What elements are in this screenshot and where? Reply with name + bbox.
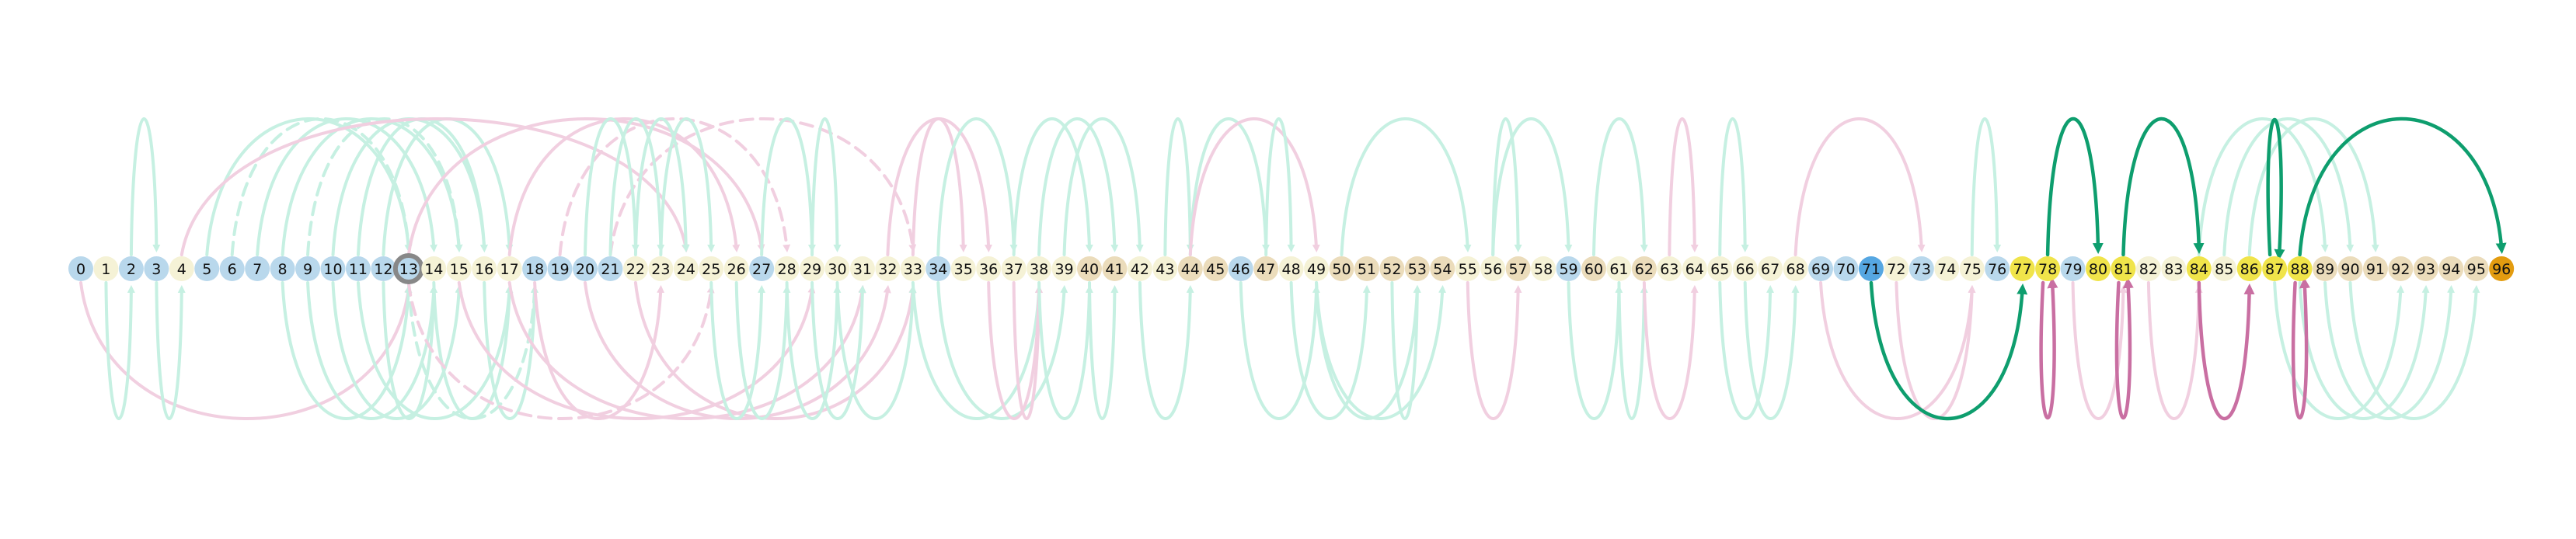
node-25[interactable]: [699, 256, 723, 281]
node-39[interactable]: [1052, 256, 1077, 281]
node-73-label: 73: [1912, 261, 1931, 278]
node-20-label: 20: [575, 261, 595, 278]
node-19[interactable]: [548, 256, 573, 281]
node-77-label: 77: [2013, 261, 2032, 278]
node-92[interactable]: [2388, 256, 2413, 281]
arc-78-to-78: [2041, 283, 2055, 418]
node-90[interactable]: [2338, 256, 2363, 281]
node-80[interactable]: [2086, 256, 2111, 281]
node-24-label: 24: [676, 261, 695, 278]
node-37[interactable]: [1002, 256, 1027, 281]
node-65[interactable]: [1707, 256, 1732, 281]
node-68[interactable]: [1783, 256, 1808, 281]
node-24[interactable]: [674, 256, 699, 281]
node-9-label: 9: [303, 261, 313, 278]
node-61-label: 61: [1609, 261, 1629, 278]
node-60[interactable]: [1581, 256, 1606, 281]
node-81[interactable]: [2111, 256, 2135, 281]
node-12-label: 12: [374, 261, 393, 278]
node-72[interactable]: [1884, 256, 1908, 281]
node-14-label: 14: [424, 261, 444, 278]
node-75-label: 75: [1962, 261, 1982, 278]
node-36-label: 36: [979, 261, 999, 278]
node-23-label: 23: [651, 261, 671, 278]
node-63-label: 63: [1660, 261, 1679, 278]
node-88[interactable]: [2288, 256, 2313, 281]
node-95[interactable]: [2464, 256, 2489, 281]
node-37-label: 37: [1004, 261, 1023, 278]
arc-2-to-3: [131, 119, 156, 255]
node-40[interactable]: [1077, 256, 1102, 281]
node-33-label: 33: [903, 261, 922, 278]
arc-81-to-84: [2123, 119, 2198, 255]
node-53[interactable]: [1405, 256, 1430, 281]
node-53-label: 53: [1407, 261, 1427, 278]
node-23[interactable]: [648, 256, 673, 281]
node-10[interactable]: [321, 256, 346, 281]
node-28[interactable]: [775, 256, 800, 281]
node-15[interactable]: [447, 256, 472, 281]
node-74[interactable]: [1934, 256, 1959, 281]
node-11[interactable]: [346, 256, 371, 281]
node-12[interactable]: [371, 256, 396, 281]
node-27[interactable]: [749, 256, 774, 281]
node-86[interactable]: [2237, 256, 2262, 281]
node-6[interactable]: [220, 256, 245, 281]
arc-43-to-44: [1165, 119, 1190, 255]
node-40-label: 40: [1079, 261, 1100, 278]
arc-46-to-49: [1241, 283, 1316, 419]
node-26-label: 26: [727, 261, 746, 278]
node-4[interactable]: [169, 256, 194, 281]
arc-89-to-94: [2325, 283, 2451, 419]
node-69-label: 69: [1811, 261, 1831, 278]
arc-59-to-61: [1569, 283, 1619, 419]
node-50-label: 50: [1332, 261, 1351, 278]
node-79-label: 79: [2063, 261, 2083, 278]
arc-48-to-51: [1291, 283, 1367, 419]
node-60-label: 60: [1584, 261, 1604, 278]
node-76[interactable]: [1985, 256, 2010, 281]
node-76-label: 76: [1988, 261, 2007, 278]
node-55-label: 55: [1458, 261, 1477, 278]
node-18[interactable]: [522, 256, 547, 281]
arc-71-to-77: [1871, 283, 2023, 419]
node-89-label: 89: [2315, 261, 2335, 278]
node-2-label: 2: [126, 261, 136, 278]
node-18-label: 18: [525, 261, 545, 278]
arc-60-to-62: [1594, 119, 1644, 255]
node-25-label: 25: [702, 261, 721, 278]
node-48-label: 48: [1281, 261, 1301, 278]
node-7[interactable]: [245, 256, 270, 281]
arc-55-to-57: [1468, 283, 1518, 419]
node-67[interactable]: [1758, 256, 1783, 281]
arc-88-to-96: [2300, 119, 2502, 255]
node-21-label: 21: [601, 261, 620, 278]
node-84-label: 84: [2189, 261, 2208, 278]
node-58-label: 58: [1534, 261, 1553, 278]
node-48[interactable]: [1279, 256, 1304, 281]
arc-85-to-90: [2224, 119, 2350, 255]
arc-75-to-76: [1972, 119, 1997, 255]
node-86-label: 86: [2240, 261, 2259, 278]
node-96-label: 96: [2492, 261, 2512, 278]
arc-65-to-66: [1720, 119, 1745, 255]
node-42-label: 42: [1130, 261, 1149, 278]
node-41[interactable]: [1102, 256, 1127, 281]
node-39-label: 39: [1054, 261, 1074, 278]
node-68-label: 68: [1786, 261, 1805, 278]
node-33[interactable]: [901, 256, 925, 281]
node-69[interactable]: [1808, 256, 1833, 281]
node-74-label: 74: [1937, 261, 1957, 278]
node-63[interactable]: [1657, 256, 1682, 281]
node-45-label: 45: [1206, 261, 1225, 278]
node-17[interactable]: [497, 256, 522, 281]
node-57[interactable]: [1506, 256, 1531, 281]
node-43[interactable]: [1152, 256, 1177, 281]
arc-56-to-57: [1493, 119, 1518, 255]
node-19-label: 19: [550, 261, 570, 278]
arc-84-to-89: [2199, 119, 2325, 255]
node-32[interactable]: [875, 256, 900, 281]
arc-82-to-84: [2149, 283, 2199, 419]
node-1[interactable]: [93, 256, 118, 281]
node-34-label: 34: [929, 261, 948, 278]
arc-78-to-80: [2048, 119, 2098, 255]
node-46-label: 46: [1231, 261, 1250, 278]
node-54-label: 54: [1433, 261, 1452, 278]
node-16-label: 16: [475, 261, 494, 278]
node-5-label: 5: [202, 261, 212, 278]
node-13[interactable]: [396, 256, 422, 282]
arc-68-to-73: [1796, 119, 1922, 255]
node-8-label: 8: [277, 261, 288, 278]
node-64[interactable]: [1682, 256, 1707, 281]
node-71[interactable]: [1859, 256, 1884, 281]
node-54[interactable]: [1430, 256, 1455, 281]
node-0-label: 0: [75, 261, 86, 278]
arc-27-to-29: [762, 119, 812, 255]
node-90-label: 90: [2341, 261, 2360, 278]
node-7-label: 7: [253, 261, 263, 278]
node-32-label: 32: [878, 261, 898, 278]
node-64-label: 64: [1685, 261, 1704, 278]
node-81-label: 81: [2114, 261, 2133, 278]
node-84[interactable]: [2187, 256, 2212, 281]
node-93-label: 93: [2416, 261, 2435, 278]
node-87-label: 87: [2265, 261, 2285, 278]
node-61[interactable]: [1606, 256, 1631, 281]
node-30[interactable]: [825, 256, 850, 281]
arc-44-to-47: [1190, 119, 1266, 255]
node-65-label: 65: [1710, 261, 1730, 278]
node-42[interactable]: [1128, 256, 1152, 281]
node-9[interactable]: [295, 256, 320, 281]
node-78-label: 78: [2038, 261, 2058, 278]
node-20[interactable]: [573, 256, 598, 281]
node-3-label: 3: [152, 261, 162, 278]
arc-42-to-44: [1140, 283, 1190, 419]
node-55[interactable]: [1455, 256, 1480, 281]
node-79[interactable]: [2061, 256, 2086, 281]
node-56-label: 56: [1483, 261, 1503, 278]
arc-1-to-2: [106, 283, 131, 419]
node-49-label: 49: [1306, 261, 1326, 278]
arc-88-to-93: [2300, 283, 2426, 419]
node-10-label: 10: [323, 261, 343, 278]
node-88-label: 88: [2290, 261, 2309, 278]
node-85-label: 85: [2215, 261, 2234, 278]
node-71-label: 71: [1861, 261, 1881, 278]
node-62-label: 62: [1634, 261, 1654, 278]
node-5[interactable]: [194, 256, 219, 281]
node-83-label: 83: [2164, 261, 2184, 278]
node-2[interactable]: [119, 256, 144, 281]
node-80-label: 80: [2088, 261, 2108, 278]
node-58[interactable]: [1531, 256, 1556, 281]
node-49[interactable]: [1304, 256, 1329, 281]
node-73[interactable]: [1909, 256, 1934, 281]
arc-49-to-54: [1316, 283, 1442, 419]
node-38-label: 38: [1030, 261, 1049, 278]
node-66[interactable]: [1733, 256, 1758, 281]
nodes-layer: [68, 256, 2514, 282]
arc-13-to-25: [409, 283, 711, 419]
node-57-label: 57: [1508, 261, 1528, 278]
node-3[interactable]: [144, 256, 169, 281]
node-29[interactable]: [800, 256, 824, 281]
node-51[interactable]: [1354, 256, 1379, 281]
arc-56-to-59: [1493, 119, 1568, 255]
arc-39-to-42: [1065, 119, 1140, 255]
node-50[interactable]: [1330, 256, 1354, 281]
arc-90-to-95: [2351, 283, 2477, 419]
arc-38-to-41: [1039, 119, 1114, 255]
node-52[interactable]: [1379, 256, 1404, 281]
node-46[interactable]: [1229, 256, 1253, 281]
node-47[interactable]: [1253, 256, 1278, 281]
node-85[interactable]: [2212, 256, 2236, 281]
arc-63-to-64: [1669, 119, 1694, 255]
node-52-label: 52: [1382, 261, 1402, 278]
arc-37-to-40: [1014, 119, 1089, 255]
node-89[interactable]: [2313, 256, 2337, 281]
node-75[interactable]: [1960, 256, 1985, 281]
node-70[interactable]: [1834, 256, 1859, 281]
node-44-label: 44: [1180, 261, 1200, 278]
node-78[interactable]: [2035, 256, 2060, 281]
node-26[interactable]: [724, 256, 749, 281]
node-38[interactable]: [1027, 256, 1051, 281]
node-34[interactable]: [925, 256, 950, 281]
node-16[interactable]: [472, 256, 497, 281]
node-31-label: 31: [852, 261, 873, 278]
arc-84-to-86: [2199, 283, 2250, 419]
node-94[interactable]: [2438, 256, 2463, 281]
node-59-label: 59: [1559, 261, 1578, 278]
node-83[interactable]: [2161, 256, 2186, 281]
node-15-label: 15: [449, 261, 469, 278]
node-70-label: 70: [1836, 261, 1856, 278]
node-8[interactable]: [270, 256, 295, 281]
arc-62-to-64: [1644, 283, 1695, 419]
node-31[interactable]: [850, 256, 875, 281]
node-44[interactable]: [1178, 256, 1203, 281]
node-67-label: 67: [1761, 261, 1780, 278]
node-0[interactable]: [68, 256, 93, 281]
node-28-label: 28: [777, 261, 797, 278]
node-30-label: 30: [828, 261, 847, 278]
node-35[interactable]: [951, 256, 976, 281]
node-96[interactable]: [2489, 256, 2514, 281]
node-22-label: 22: [626, 261, 645, 278]
node-35-label: 35: [953, 261, 973, 278]
node-66-label: 66: [1735, 261, 1755, 278]
node-36[interactable]: [976, 256, 1001, 281]
arc-34-to-37: [938, 119, 1013, 255]
arc-29-to-30: [812, 119, 837, 255]
node-91-label: 91: [2365, 261, 2386, 278]
node-72-label: 72: [1887, 261, 1906, 278]
node-13-label: 13: [399, 261, 418, 278]
node-93[interactable]: [2414, 256, 2438, 281]
arc-50-to-55: [1342, 119, 1468, 255]
node-51-label: 51: [1357, 261, 1377, 278]
node-59[interactable]: [1556, 256, 1581, 281]
node-87[interactable]: [2262, 256, 2287, 281]
node-29-label: 29: [802, 261, 822, 278]
node-95-label: 95: [2466, 261, 2486, 278]
node-94-label: 94: [2442, 261, 2461, 278]
node-41-label: 41: [1105, 261, 1124, 278]
arc-8-to-13: [283, 283, 409, 419]
node-45[interactable]: [1203, 256, 1228, 281]
arc-87-to-87: [2268, 120, 2281, 255]
node-17-label: 17: [500, 261, 519, 278]
arc-40-to-41: [1089, 283, 1114, 419]
node-21[interactable]: [598, 256, 622, 281]
node-1-label: 1: [101, 261, 111, 278]
node-91[interactable]: [2363, 256, 2388, 281]
node-56[interactable]: [1480, 256, 1505, 281]
node-11-label: 11: [348, 261, 368, 278]
node-27-label: 27: [752, 261, 772, 278]
node-82-label: 82: [2139, 261, 2158, 278]
node-62[interactable]: [1632, 256, 1657, 281]
node-14[interactable]: [421, 256, 446, 281]
node-77[interactable]: [2010, 256, 2035, 281]
node-47-label: 47: [1257, 261, 1276, 278]
arc-61-to-62: [1619, 283, 1644, 419]
node-4-label: 4: [176, 261, 186, 278]
arc-13-to-18: [409, 283, 535, 419]
node-6-label: 6: [227, 261, 237, 278]
node-22[interactable]: [623, 256, 648, 281]
node-43-label: 43: [1156, 261, 1175, 278]
node-82[interactable]: [2136, 256, 2161, 281]
node-92-label: 92: [2391, 261, 2410, 278]
